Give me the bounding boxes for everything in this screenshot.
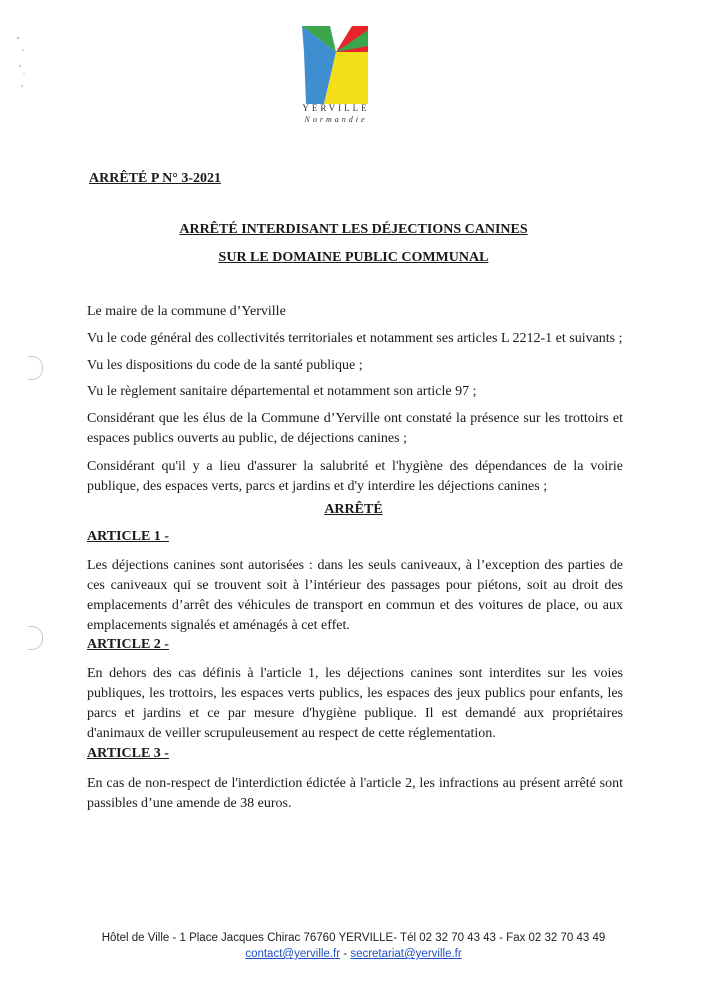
article-heading: ARTICLE 2 - bbox=[87, 637, 169, 652]
secretariat-email-link[interactable]: secretariat@yerville.fr bbox=[350, 948, 462, 960]
scan-marks bbox=[12, 36, 28, 96]
contact-email-link[interactable]: contact@yerville.fr bbox=[245, 948, 341, 960]
article-text: Les déjections canines sont autorisées : dans les seuls caniveaux, à l’exception des parties de ces caniveaux qui se trouvent soit à l’intérieur des passages pour piétons, soit au droit des emplacements d’arrêt des véhicules de transport en commun et des voitures de place, ou aux emplacements signalés et aménagés à cet effet. bbox=[87, 558, 623, 633]
decree-reference: ARRÊTÉ P N° 3-2021 bbox=[89, 171, 221, 186]
logo-region-name: Normandie bbox=[304, 115, 368, 124]
preamble-considering: Considérant qu'il y a lieu d'assurer la salubrité et l'hygiène des dépendances de la voirie publique, des espaces verts, parcs et jardins et d'y interdire les déjections canines ; bbox=[87, 459, 623, 494]
preamble-considering: Considérant que les élus de la Commune d’Yerville ont constaté la présence sur les trottoirs et espaces publics ouverts au public, de déjections canines ; bbox=[87, 411, 623, 446]
article-text: En cas de non-respect de l'interdiction édictée à l'article 2, les infractions au présent arrêté sont passibles d’une amende de 38 euros. bbox=[87, 776, 623, 811]
decree-title-line-2: SUR LE DOMAINE PUBLIC COMMUNAL bbox=[218, 250, 489, 265]
article-text: En dehors des cas définis à l'article 1, les déjections canines sont interdites sur les voies publiques, les trottoirs, les espaces verts publics, les espaces des jeux publics pour enfants, les parcs et jardins et ce par mesure d'hygiène publique. Il est demandé aux propriétaires d'animaux de veiller scrupuleusement au respect de cette réglementation. bbox=[87, 666, 623, 741]
preamble-visa: Vu le code général des collectivités territoriales et notamment ses articles L 2212-1 et suivants ; bbox=[87, 331, 623, 346]
punch-hole-mark bbox=[28, 356, 43, 380]
footer-contacts bbox=[0, 948, 707, 960]
footer-address: Hôtel de Ville - 1 Place Jacques Chirac 76760 YERVILLE- Tél 02 32 70 43 43 - Fax 02 32 70 43 49 bbox=[101, 932, 606, 944]
yerville-logo bbox=[300, 22, 370, 104]
preamble-mayor: Le maire de la commune d’Yerville bbox=[87, 304, 286, 319]
logo-town-name: YERVILLE bbox=[302, 103, 370, 113]
preamble-visa: Vu les dispositions du code de la santé publique ; bbox=[87, 358, 363, 373]
decision-heading: ARRÊTÉ bbox=[324, 502, 383, 517]
article-heading: ARTICLE 3 - bbox=[87, 746, 169, 761]
preamble-visa: Vu le règlement sanitaire départemental et notamment son article 97 ; bbox=[87, 384, 477, 399]
punch-hole-mark bbox=[28, 626, 43, 650]
article-heading: ARTICLE 1 - bbox=[87, 529, 169, 544]
footer-separator: - bbox=[340, 948, 351, 960]
decree-title-line-1: ARRÊTÉ INTERDISANT LES DÉJECTIONS CANINES bbox=[179, 222, 528, 237]
